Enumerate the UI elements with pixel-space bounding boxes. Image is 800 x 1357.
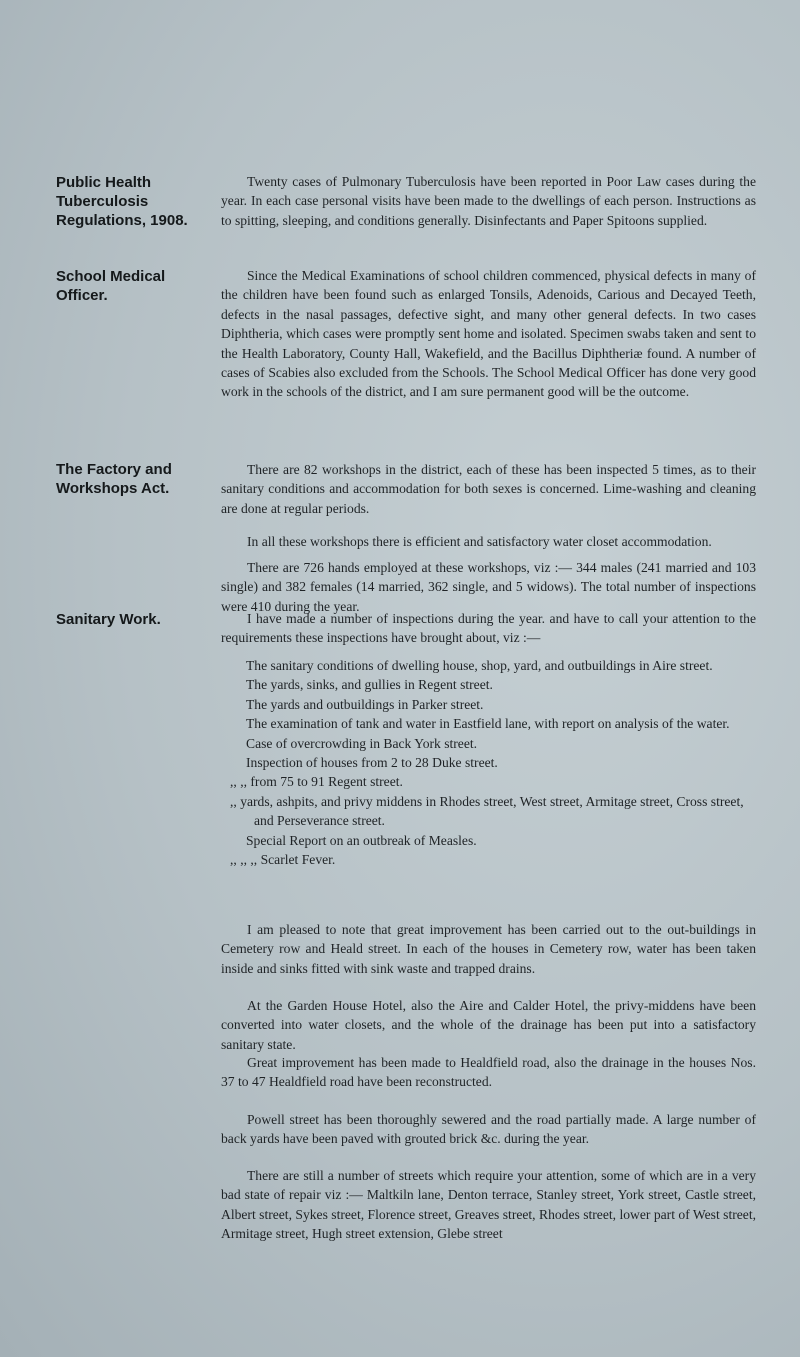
paragraph-workshop-hands: [221, 558, 756, 616]
paragraph-text: In all these workshops there is efficient and satisfactory water closet accommodation.: [247, 534, 712, 549]
inspection-list: [230, 656, 756, 869]
paragraph-workshops: [221, 460, 756, 518]
paragraph-text: Since the Medical Examinations of school children commenced, physical defects in many of the children have been found such as enlarged Tonsils, Adenoids, Carious and Decayed Teeth, defects in the nasal passages, defective sight, and many other general defects. In two cases Diphtheria, which cases were promptly sent home and isolated. Specimen swabs taken and sent to the Health Laboratory, County Hall, Wakefield, and the Bacillus Diphtheriæ found. A number of cases of Scabies also excluded from the Schools. The School Medical Officer has done very good work in the schools of the district, and I am sure permanent good will be the outcome.: [221, 268, 756, 400]
paragraph-school-medical: [221, 266, 756, 402]
paragraph-healdfield: [221, 1053, 756, 1092]
sidebar-heading-factory-act: [56, 460, 196, 498]
heading-line: Tuberculosis: [56, 193, 149, 210]
list-item: Special Report on an outbreak of Measles.: [246, 832, 477, 848]
paragraph-text: Powell street has been thoroughly sewered and the road partially made. A large number of back yards have been paved with grouted brick &c. during the year.: [221, 1112, 756, 1147]
paragraph-improvements: [221, 920, 756, 978]
paragraph-text: I am pleased to note that great improvement has been carried out to the out-buildings in Cemetery row and Heald street. In each of the houses in Cemetery row, water has been taken inside and sinks fitted with sink waste and trapped drains.: [221, 922, 756, 976]
list-item: The sanitary conditions of dwelling house, shop, yard, and outbuildings in Aire street.: [246, 658, 713, 673]
paragraph-text: Great improvement has been made to Healdfield road, also the drainage in the houses Nos. 37 to 47 Healdfield road have been reconstructed.: [221, 1055, 756, 1090]
paragraph-inspections-intro: [221, 609, 756, 648]
list-item: The yards, sinks, and gullies in Regent street.: [246, 677, 493, 693]
paragraph-hotels: [221, 996, 756, 1054]
heading-line: Officer.: [56, 287, 108, 304]
paragraph-text: There are still a number of streets which require your attention, some of which are in a very bad state of repair viz :— Maltkiln lane, Denton terrace, Stanley street, York street, Castle street, Albert street, Sykes street, Florence street, Greaves street, Rhodes street, lower part of West street, Armitage street, Hugh street extension, Glebe street: [221, 1168, 756, 1242]
heading-line: Regulations, 1908.: [56, 212, 188, 229]
paragraph-text: At the Garden House Hotel, also the Aire and Calder Hotel, the privy-middens have been converted into water closets, and the whole of the drainage has been put into a satisfactory sanitary state.: [221, 998, 756, 1052]
paragraph-text: There are 82 workshops in the district, each of these has been inspected 5 times, as to their sanitary conditions and accommodation for both sexes is concerned. Lime-washing and cleaning are done at regular periods.: [221, 462, 756, 516]
paragraph-powell-street: [221, 1110, 756, 1149]
sidebar-heading-sanitary-work: [56, 610, 196, 629]
heading-line: Sanitary Work.: [56, 611, 161, 628]
list-item: Case of overcrowding in Back York street.: [246, 735, 478, 751]
sidebar-heading-tuberculosis: [56, 173, 196, 230]
paragraph-text: Twenty cases of Pulmonary Tuberculosis have been reported in Poor Law cases during the year. In each case personal visits have been made to the dwellings of each person. Instructions as to spitting, sleeping, and conditions generally. Disinfectants and Paper Spitoons supplied.: [221, 174, 756, 228]
heading-line: School Medical: [56, 268, 166, 285]
list-item: The yards and outbuildings in Parker street.: [246, 696, 484, 712]
list-item: ,, yards, ashpits, and privy middens in Rhodes street, West street, Armitage street, Cross street, and Perseverance street.: [230, 793, 744, 829]
paragraph-streets-repair: [221, 1166, 756, 1244]
sidebar-heading-school-medical-officer: [56, 267, 196, 305]
heading-line: The Factory and: [56, 461, 172, 478]
paragraph-text: There are 726 hands employed at these workshops, viz :— 344 males (241 married and 103 single) and 382 females (14 married, 362 single, and 5 widows). The total number of inspections were 410 during the year.: [221, 560, 756, 614]
paragraph-tuberculosis: [221, 172, 756, 230]
paragraph-water-closet: [221, 532, 756, 551]
list-item: ,, ,, ,, Scarlet Fever.: [230, 852, 336, 868]
list-item: ,, ,, from 75 to 91 Regent street.: [230, 774, 403, 790]
list-item: The examination of tank and water in Eastfield lane, with report on analysis of the water.: [246, 716, 730, 732]
heading-line: Public Health: [56, 174, 152, 191]
list-item: Inspection of houses from 2 to 28 Duke street.: [246, 755, 498, 771]
heading-line: Workshops Act.: [56, 480, 170, 497]
paragraph-text: I have made a number of inspections during the year. and have to call your attention to the requirements these inspections have brought about, viz :—: [221, 611, 756, 646]
